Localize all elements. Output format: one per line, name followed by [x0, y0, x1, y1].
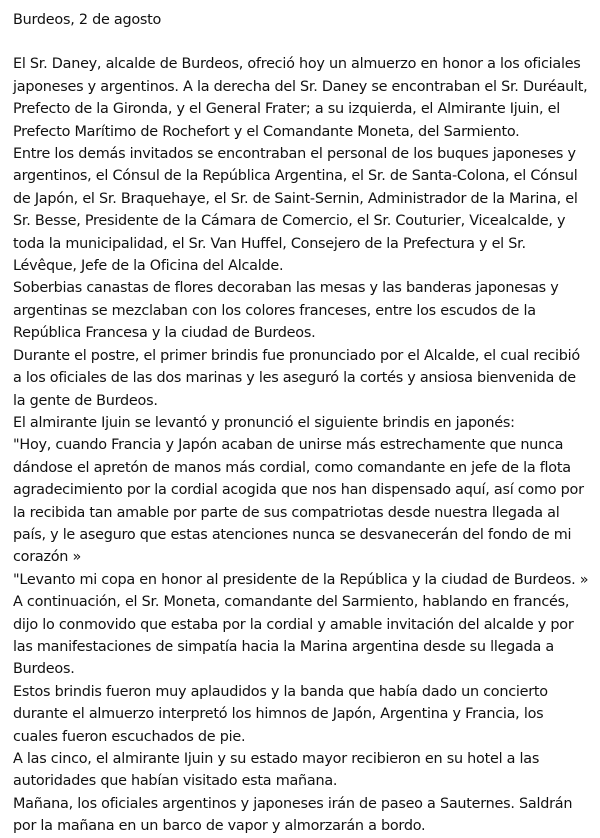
dateline: Burdeos, 2 de agosto: [13, 12, 162, 28]
paragraph-ijuin-toast-closing: "Levanto mi copa en honor al presidente de la República y la ciudad de Burdeos. »: [13, 571, 589, 588]
paragraph-excursion: Mañana, los oficiales argentinos y japoneses irán de paseo a Sauternes. Saldrán por la mañana en un barco de vapor y almorzarán a bordo.: [13, 795, 573, 835]
paragraph-mayor-toast: Durante el postre, el primer brindis fue pronunciado por el Alcalde, el cual recibió a los oficiales de las dos marinas y les aseguró la cortés y ansiosa bienvenida de la gente de Burdeos.: [13, 347, 580, 409]
paragraph-ijuin-toast: "Hoy, cuando Francia y Japón acaban de unirse más estrechamente que nunca dándose el apretón de manos más cordial, como comandante en jefe de la flota agradecimiento por la cordial acogida que nos han dispensado aquí, así como por la recibida tan amable por parte de sus compatriotas desde nuestra llegada al país, y le aseguro que estas atenciones nunca se desvanecerán del fondo de mi corazón »: [13, 437, 584, 566]
paragraph-moneta-speech: A continuación, el Sr. Moneta, comandante del Sarmiento, hablando en francés, dijo lo conmovido que estaba por la cordial y amable invitación del alcalde y por las manifestaciones de simpatía hacia la Marina argentina desde su llegada a Burdeos.: [13, 594, 574, 678]
paragraph-applause: Estos brindis fueron muy aplaudidos y la banda que había dado un concierto durante el almuerzo interpretó los himnos de Japón, Argentina y Francia, los cuales fueron escuchados de pie.: [13, 683, 548, 745]
paragraph-reception: A las cinco, el almirante Ijuin y su estado mayor recibieron en su hotel a las autoridades que habían visitado esta mañana.: [13, 751, 540, 790]
paragraph-decorations: Soberbias canastas de flores decoraban las mesas y las banderas japonesas y argentinas se mezclaban con los colores franceses, entre los escudos de la República Francesa y la ciudad de Burdeos.: [13, 280, 559, 342]
paragraph-lunch-hosts: El Sr. Daney, alcalde de Burdeos, ofreció hoy un almuerzo en honor a los oficiales japoneses y argentinos. A la derecha del Sr. Daney se encontraban el Sr. Duréault, Prefecto de la Gironda, y el General Frater; a su izquierda, el Almirante Ijuin, el Prefecto Marítimo de Rochefort y el Comandante Moneta, del Sarmiento.: [13, 56, 588, 140]
paragraph-guests: Entre los demás invitados se encontraban el personal de los buques japoneses y argentinos, el Cónsul de la República Argentina, el Sr. de Santa-Colona, el Cónsul de Japón, el Sr. Braquehaye, el Sr. de Saint-Sernin, Administrador de la Marina, el Sr. Besse, Presidente de la Cámara de Comercio, el Sr. Couturier, Vicealcalde, y toda la municipalidad, el Sr. Van Huffel, Consejero de la Prefectura y el Sr. Lévêque, Jefe de la Oficina del Alcalde.: [13, 146, 578, 275]
paragraph-ijuin-intro: El almirante Ijuin se levantó y pronunció el siguiente brindis en japonés:: [13, 414, 515, 431]
